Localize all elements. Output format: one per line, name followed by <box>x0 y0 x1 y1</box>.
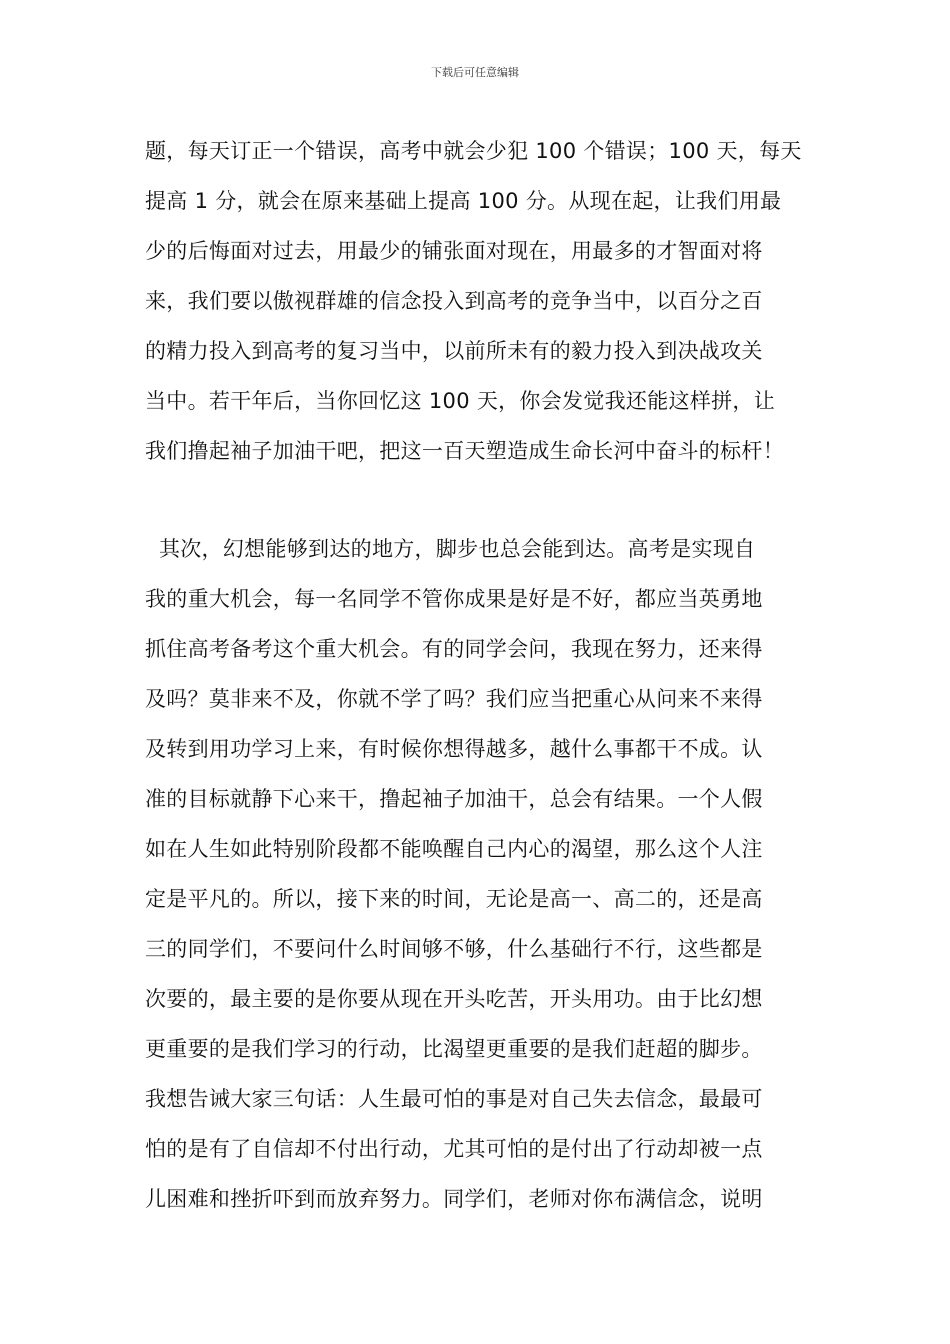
text-line: 准的目标就静下心来干，撸起袖子加油干，总会有结果。一个人假 <box>145 787 763 811</box>
text-line: 及吗？莫非来不及，你就不学了吗？我们应当把重心从问来不来得 <box>145 687 763 711</box>
text-line: 我的重大机会，每一名同学不管你成果是好是不好，都应当英勇地 <box>145 587 763 611</box>
text-line: 更重要的是我们学习的行动，比渴望更重要的是我们赶超的脚步。 <box>145 1037 763 1061</box>
page-header: 下载后可任意编辑 <box>431 66 519 79</box>
text-line: 抓住高考备考这个重大机会。有的同学会问，我现在努力，还来得 <box>145 637 763 661</box>
text-line: 我们撸起袖子加油干吧，把这一百天塑造成生命长河中奋斗的标杆！ <box>145 439 784 463</box>
text-line: 其次，幻想能够到达的地方，脚步也总会能到达。高考是实现自 <box>145 537 756 561</box>
paragraph-2 <box>145 524 825 1224</box>
text-line: 提高 1 分，就会在原来基础上提高 100 分。从现在起，让我们用最 <box>145 189 782 213</box>
text-line: 的精力投入到高考的复习当中，以前所未有的毅力投入到决战攻关 <box>145 339 763 363</box>
text-line: 如在人生如此特别阶段都不能唤醒自己内心的渴望，那么这个人注 <box>145 837 763 861</box>
text-line: 三的同学们，不要问什么时间够不够，什么基础行不行，这些都是 <box>145 937 763 961</box>
text-line: 怕的是有了自信却不付出行动，尤其可怕的是付出了行动却被一点 <box>145 1137 763 1161</box>
paragraph-1 <box>145 126 825 476</box>
text-line: 当中。若干年后，当你回忆这 100 天，你会发觉我还能这样拼，让 <box>145 389 776 413</box>
text-line: 来，我们要以傲视群雄的信念投入到高考的竞争当中，以百分之百 <box>145 289 763 313</box>
text-line: 次要的，最主要的是你要从现在开头吃苦，开头用功。由于比幻想 <box>145 987 763 1011</box>
text-line: 儿困难和挫折吓到而放弃努力。同学们，老师对你布满信念，说明 <box>145 1187 763 1211</box>
text-line: 题，每天订正一个错误，高考中就会少犯 100 个错误；100 天，每天 <box>145 139 802 163</box>
text-line: 少的后悔面对过去，用最少的铺张面对现在，用最多的才智面对将 <box>145 239 763 263</box>
text-line: 定是平凡的。所以，接下来的时间，无论是高一、高二的，还是高 <box>145 887 763 911</box>
text-line: 我想告诫大家三句话：人生最可怕的事是对自己失去信念，最最可 <box>145 1087 763 1111</box>
text-line: 及转到用功学习上来，有时候你想得越多，越什么事都干不成。认 <box>145 737 763 761</box>
